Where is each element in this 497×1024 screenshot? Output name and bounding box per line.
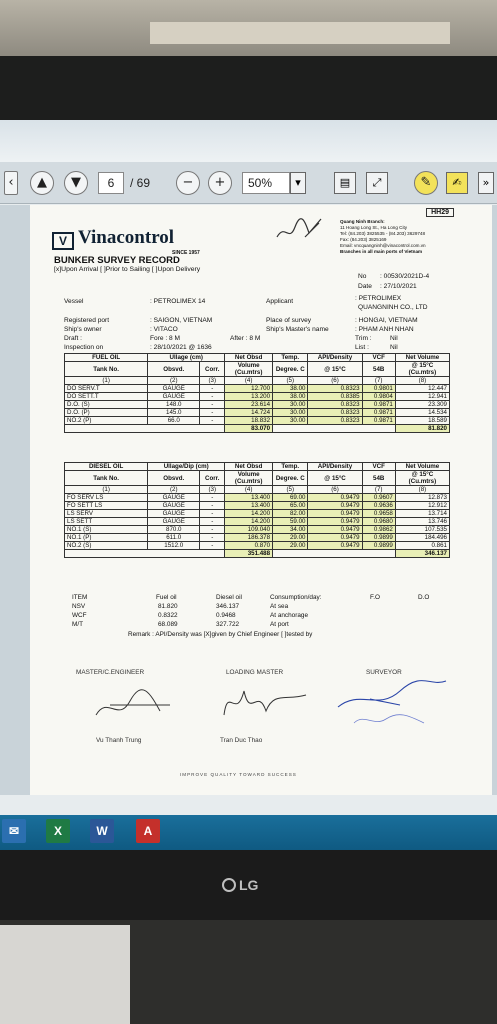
draft-label: Draft : <box>64 335 82 342</box>
fuel-cell: - <box>200 409 225 417</box>
summary-wcf-fuel: 0.8322 <box>158 612 178 619</box>
fuel-cell: 0.8385 <box>308 393 362 401</box>
diesel-cell: GAUGE <box>148 510 200 518</box>
fuel-num: (3) <box>200 377 225 385</box>
acrobat-app-icon[interactable]: A <box>136 819 160 843</box>
registered-port-value: : SAIGON, VIETNAM <box>150 317 213 324</box>
lg-logo: LG <box>222 877 258 893</box>
remark-line: Remark : API/Density was [X]given by Chief Engineer [ ]tested by <box>128 631 313 638</box>
fuel-total-net: 81.820 <box>395 425 449 433</box>
comment-icon[interactable]: ✎ <box>414 171 438 195</box>
diesel-cell: - <box>200 518 225 526</box>
diesel-cell: LS SETT <box>65 518 148 526</box>
diesel-sub-net: @ 15°C (Cu.mtrs) <box>395 471 449 486</box>
diesel-cell: 29.00 <box>273 542 308 550</box>
applicant-value: : PETROLIMEX <box>355 295 402 302</box>
draft-after: After : 8 M <box>230 335 261 342</box>
ship-master-label: Ship's Master's name <box>266 326 329 333</box>
signer-name-2: Tran Duc Thao <box>220 737 263 744</box>
fuel-row <box>65 401 450 409</box>
fuel-cell: D.O. (P) <box>65 409 148 417</box>
diesel-cell: 0.9607 <box>362 494 395 502</box>
fuel-cell: 0.9804 <box>362 393 395 401</box>
draft-fore: Fore : 8 M <box>150 335 181 342</box>
fuel-row <box>65 393 450 401</box>
diesel-header-api: API/Density <box>308 463 362 471</box>
diesel-cell: GAUGE <box>148 494 200 502</box>
diesel-num: (5) <box>273 486 308 494</box>
diesel-num: (8) <box>395 486 449 494</box>
diesel-cell: 0.9479 <box>308 534 362 542</box>
fuel-cell: 38.00 <box>273 385 308 393</box>
trim-label: Trim : <box>355 335 372 342</box>
zoom-dropdown-icon[interactable]: ▾ <box>290 172 306 194</box>
summary-do: D.O <box>418 594 430 601</box>
excel-app-icon[interactable]: X <box>46 819 70 843</box>
registered-port-label: Registered port <box>64 317 110 324</box>
background-wall <box>0 0 497 56</box>
applicant-value-2: QUANGNINH CO., LTD <box>358 304 428 311</box>
fuel-cell: 0.9871 <box>362 417 395 425</box>
no-label: No <box>358 273 367 280</box>
applicant-label: Applicant <box>266 298 294 305</box>
sign-icon[interactable]: ✍ <box>446 172 468 194</box>
fuel-total-spacer-2 <box>273 425 396 433</box>
fuel-cell: GAUGE <box>148 385 200 393</box>
list-label: List : <box>355 344 369 351</box>
mail-app-icon[interactable]: ✉ <box>2 819 26 843</box>
fuel-cell: D.O. (S) <box>65 401 148 409</box>
fuel-header-temp: Temp. <box>273 354 308 362</box>
master-engineer-label: MASTER/C.ENGINEER <box>76 669 145 676</box>
zoom-in-button[interactable]: + <box>208 171 232 195</box>
summary-wcf-label: WCF <box>72 612 87 619</box>
document-subtitle: [x]Upon Arrival [ ]Prior to Sailing [ ]Upon Delivery <box>54 266 201 273</box>
fuel-header-api: API/Density <box>308 354 362 362</box>
diesel-cell: 12.912 <box>395 502 449 510</box>
fuel-cell: - <box>200 401 225 409</box>
logo-since: SINCE 1957 <box>172 250 200 256</box>
fuel-sub-corr: Corr. <box>200 362 225 377</box>
summary-wcf-diesel: 0.9468 <box>216 612 236 619</box>
fuel-num: (1) <box>65 377 148 385</box>
diesel-header-ullage: Ullage/Dip (cm) <box>148 463 225 471</box>
lg-logo-icon <box>222 878 236 892</box>
fuel-header-ullage: Ullage (cm) <box>148 354 225 362</box>
diesel-cell: 65.00 <box>273 502 308 510</box>
summary-fo: F.O <box>370 594 380 601</box>
diesel-cell: - <box>200 510 225 518</box>
signer-name-1: Vu Thanh Trung <box>96 737 142 744</box>
page-number-input[interactable]: 6 <box>98 172 124 194</box>
fuel-cell: NO.2 (P) <box>65 417 148 425</box>
monitor-screen <box>0 120 497 850</box>
surveyor-stamp <box>350 711 430 731</box>
fuel-num: (4) <box>225 377 273 385</box>
fuel-header-vcf: VCF <box>362 354 395 362</box>
fuel-sub-degree: Degree. C <box>273 362 308 377</box>
fuel-cell: 13.200 <box>225 393 273 401</box>
diesel-header-obsd: Net Obsd <box>225 463 273 471</box>
diesel-row <box>65 526 450 534</box>
diesel-header-tank: DIESEL OIL <box>65 463 148 471</box>
fuel-cell: 14.534 <box>395 409 449 417</box>
diesel-cell: 0.9479 <box>308 510 362 518</box>
list-value: Nil <box>390 344 398 351</box>
diesel-header-net: Net Volume <box>395 463 449 471</box>
company-address: Quang Ninh Branch: 11 Hoang Long St., Ha Long City Tel: (84.203) 3825535 - (84.203) 3629748 Fax: (84.203) 3825169 Email: vncquangninh@vinacontrol.com.vn Branches in all main ports of Vietnam <box>340 219 426 254</box>
diesel-cell: - <box>200 502 225 510</box>
diesel-cell: 0.9899 <box>362 534 395 542</box>
diesel-cell: 0.870 <box>225 542 273 550</box>
diesel-cell: - <box>200 494 225 502</box>
fuel-num: (2) <box>148 377 200 385</box>
fuel-cell: 30.00 <box>273 409 308 417</box>
diesel-cell: FO SERV LS <box>65 494 148 502</box>
fuel-cell: 30.00 <box>273 401 308 409</box>
diesel-sub-corr: Corr. <box>200 471 225 486</box>
inspection-value: : 28/10/2021 @ 1636 <box>150 344 212 351</box>
fuel-cell: GAUGE <box>148 393 200 401</box>
date-label: Date <box>358 283 372 290</box>
fuel-sub-volume: Volume (Cu.mtrs) <box>225 362 273 377</box>
diesel-num: (1) <box>65 486 148 494</box>
summary-nsv-label: NSV <box>72 603 86 610</box>
diesel-cell: 870.0 <box>148 526 200 534</box>
fuel-cell: 66.0 <box>148 417 200 425</box>
loading-master-signature <box>214 681 314 725</box>
vessel-value: : PETROLIMEX 14 <box>150 298 206 305</box>
date-value: : 27/10/2021 <box>380 283 417 290</box>
summary-diesel-col: Diesel oil <box>216 594 242 601</box>
fuel-cell: 145.0 <box>148 409 200 417</box>
next-page-button[interactable]: ▼ <box>64 171 88 195</box>
fuel-cell: 0.8323 <box>308 385 362 393</box>
diesel-cell: 13.746 <box>395 518 449 526</box>
diesel-cell: 186.378 <box>225 534 273 542</box>
fuel-header-obsd: Net Obsd <box>225 354 273 362</box>
no-value: : 00530/2021D-4 <box>380 273 430 280</box>
fuel-num: (7) <box>362 377 395 385</box>
fuel-cell: DO SETT.T <box>65 393 148 401</box>
fuel-cell: - <box>200 417 225 425</box>
fuel-cell: 148.0 <box>148 401 200 409</box>
ship-owner-label: Ship's owner <box>64 326 102 333</box>
diesel-sub-tank: Tank No. <box>65 471 148 486</box>
diesel-cell: 0.861 <box>395 542 449 550</box>
monitor-bezel-top <box>0 56 497 120</box>
fuel-cell: 12.447 <box>395 385 449 393</box>
diesel-oil-table <box>64 462 450 558</box>
document-title: BUNKER SURVEY RECORD <box>54 255 180 266</box>
diesel-total-obsd: 351.488 <box>225 550 273 558</box>
diesel-sub-degree: Degree. C <box>273 471 308 486</box>
fuel-num: (5) <box>273 377 308 385</box>
summary-fuel-col: Fuel oil <box>156 594 177 601</box>
place-of-survey-value: : HONGAI, VIETNAM <box>355 317 418 324</box>
diesel-cell: 611.0 <box>148 534 200 542</box>
diesel-cell: GAUGE <box>148 502 200 510</box>
fuel-cell: 23.309 <box>395 401 449 409</box>
vessel-label: Vessel <box>64 298 84 305</box>
fuel-total-obsd: 83.070 <box>225 425 273 433</box>
diesel-sub-at15: @ 15°C <box>308 471 362 486</box>
diesel-row <box>65 494 450 502</box>
diesel-cell: 12.873 <box>395 494 449 502</box>
ship-owner-value: : VITACO <box>150 326 178 333</box>
diesel-cell: LS SERV <box>65 510 148 518</box>
more-tools-icon[interactable]: » <box>478 172 494 194</box>
diesel-cell: 0.9899 <box>362 542 395 550</box>
diesel-num: (2) <box>148 486 200 494</box>
diesel-rows <box>65 494 450 550</box>
zoom-level-input[interactable]: 50% <box>242 172 290 194</box>
diesel-sub-obsvd: Obsvd. <box>148 471 200 486</box>
fuel-sub-obsvd: Obsvd. <box>148 362 200 377</box>
fit-page-icon[interactable]: ▤ <box>334 172 356 194</box>
diesel-cell: 109.040 <box>225 526 273 534</box>
fuel-num: (8) <box>395 377 449 385</box>
diesel-row <box>65 510 450 518</box>
diesel-cell: 14.200 <box>225 518 273 526</box>
form-number: HH29 <box>426 208 454 217</box>
diesel-cell: 0.9862 <box>362 526 395 534</box>
fuel-cell: 12.941 <box>395 393 449 401</box>
diesel-cell: 14.200 <box>225 510 273 518</box>
summary-at-sea: At sea <box>270 603 289 610</box>
fuel-row <box>65 417 450 425</box>
diesel-cell: 0.9479 <box>308 526 362 534</box>
fuel-cell: 12.700 <box>225 385 273 393</box>
diesel-cell: 13.714 <box>395 510 449 518</box>
diesel-cell: 59.00 <box>273 518 308 526</box>
fuel-cell: 18.589 <box>395 417 449 425</box>
diesel-cell: 13.400 <box>225 494 273 502</box>
diesel-total-spacer <box>65 550 225 558</box>
diesel-cell: - <box>200 526 225 534</box>
diesel-cell: 0.9479 <box>308 494 362 502</box>
fuel-oil-table <box>64 353 450 433</box>
fuel-cell: 0.9801 <box>362 385 395 393</box>
fuel-row <box>65 409 450 417</box>
summary-nsv-diesel: 346.137 <box>216 603 240 610</box>
diesel-cell: 1512.0 <box>148 542 200 550</box>
fuel-cell: 23.614 <box>225 401 273 409</box>
pdf-page <box>30 205 492 795</box>
fuel-header-net: Net Volume <box>395 354 449 362</box>
wall-sign <box>150 22 450 44</box>
summary-nsv-fuel: 81.820 <box>158 603 178 610</box>
diesel-num: (3) <box>200 486 225 494</box>
diesel-header-vcf: VCF <box>362 463 395 471</box>
fuel-cell: 0.8323 <box>308 401 362 409</box>
fuel-cell: DO SERV.T <box>65 385 148 393</box>
fuel-sub-at15: @ 15°C <box>308 362 362 377</box>
summary-mt-label: M/T <box>72 621 84 628</box>
summary-item-label: ITEM <box>72 594 88 601</box>
fuel-cell: 0.8323 <box>308 417 362 425</box>
diesel-cell: NO.1 (P) <box>65 534 148 542</box>
diesel-cell: 0.9658 <box>362 510 395 518</box>
word-app-icon[interactable]: W <box>90 819 114 843</box>
fuel-rows <box>65 385 450 425</box>
diesel-cell: - <box>200 542 225 550</box>
fuel-cell: 14.724 <box>225 409 273 417</box>
fuel-row <box>65 385 450 393</box>
diesel-cell: 0.9479 <box>308 542 362 550</box>
diesel-cell: 34.00 <box>273 526 308 534</box>
fuel-cell: 0.8323 <box>308 409 362 417</box>
diesel-cell: 184.496 <box>395 534 449 542</box>
diesel-cell: - <box>200 534 225 542</box>
inspection-label: Inspection on <box>64 344 104 351</box>
diesel-cell: NO.2 (S) <box>65 542 148 550</box>
fuel-cell: 38.00 <box>273 393 308 401</box>
fuel-total-spacer <box>65 425 225 433</box>
summary-mt-diesel: 327.722 <box>216 621 240 628</box>
diesel-cell: NO.1 (S) <box>65 526 148 534</box>
diesel-row <box>65 518 450 526</box>
fuel-cell: 18.832 <box>225 417 273 425</box>
logo-icon: V <box>52 232 74 250</box>
diesel-cell: 107.535 <box>395 526 449 534</box>
summary-at-port: At port <box>270 621 289 628</box>
vinacontrol-logo: V Vinacontrol <box>52 227 174 250</box>
diesel-num: (7) <box>362 486 395 494</box>
desk-object <box>0 925 130 1024</box>
fuel-sub-net: @ 15°C (Cu.mtrs) <box>395 362 449 377</box>
diesel-cell: 13.400 <box>225 502 273 510</box>
fuel-cell: - <box>200 385 225 393</box>
fuel-cell: 0.9871 <box>362 401 395 409</box>
diesel-cell: 0.9479 <box>308 518 362 526</box>
pdf-toolbar <box>0 162 497 204</box>
place-of-survey-label: Place of survey <box>266 317 312 324</box>
diesel-total-spacer-2 <box>273 550 396 558</box>
windows-taskbar <box>0 815 497 850</box>
handwritten-signature-top <box>275 217 325 247</box>
diesel-cell: 0.9636 <box>362 502 395 510</box>
fuel-cell: 30.00 <box>273 417 308 425</box>
summary-at-anchorage: At anchorage <box>270 612 309 619</box>
diesel-num: (4) <box>225 486 273 494</box>
ship-master-value: : PHAM ANH NHAN <box>355 326 414 333</box>
document-viewer[interactable] <box>0 205 497 795</box>
diesel-cell: 69.00 <box>273 494 308 502</box>
diesel-row <box>65 542 450 550</box>
fuel-num: (6) <box>308 377 362 385</box>
surveyor-label: SURVEYOR <box>366 669 402 676</box>
sidebar-toggle-icon[interactable]: ‹ <box>4 171 18 195</box>
summary-consumption: Consumption/day: <box>270 594 322 601</box>
diesel-sub-volume: Volume (Cu.mtrs) <box>225 471 273 486</box>
page-total: / 69 <box>130 176 151 190</box>
master-signature <box>90 685 180 729</box>
diesel-cell: 29.00 <box>273 534 308 542</box>
summary-mt-fuel: 68.089 <box>158 621 178 628</box>
fuel-cell: 0.9871 <box>362 409 395 417</box>
fuel-header-tank: FUEL OIL <box>65 354 148 362</box>
fuel-sub-tank: Tank No. <box>65 362 148 377</box>
fuel-sub-54b: 54B <box>362 362 395 377</box>
diesel-row <box>65 502 450 510</box>
fit-width-icon[interactable]: ⤢ <box>366 172 388 194</box>
diesel-header-temp: Temp. <box>273 463 308 471</box>
diesel-cell: 82.00 <box>273 510 308 518</box>
trim-value: Nil <box>390 335 398 342</box>
fuel-cell: - <box>200 393 225 401</box>
previous-page-button[interactable]: ▲ <box>30 171 54 195</box>
loading-master-label: LOADING MASTER <box>226 669 284 676</box>
diesel-cell: 0.9680 <box>362 518 395 526</box>
diesel-sub-54b: 54B <box>362 471 395 486</box>
diesel-cell: FO SETT LS <box>65 502 148 510</box>
diesel-row <box>65 534 450 542</box>
diesel-num: (6) <box>308 486 362 494</box>
document-footer: IMPROVE QUALITY TOWARD SUCCESS <box>180 772 297 777</box>
zoom-out-button[interactable]: − <box>176 171 200 195</box>
diesel-cell: 0.9479 <box>308 502 362 510</box>
diesel-total-net: 346.137 <box>395 550 449 558</box>
diesel-cell: GAUGE <box>148 518 200 526</box>
window-ribbon <box>0 120 497 162</box>
